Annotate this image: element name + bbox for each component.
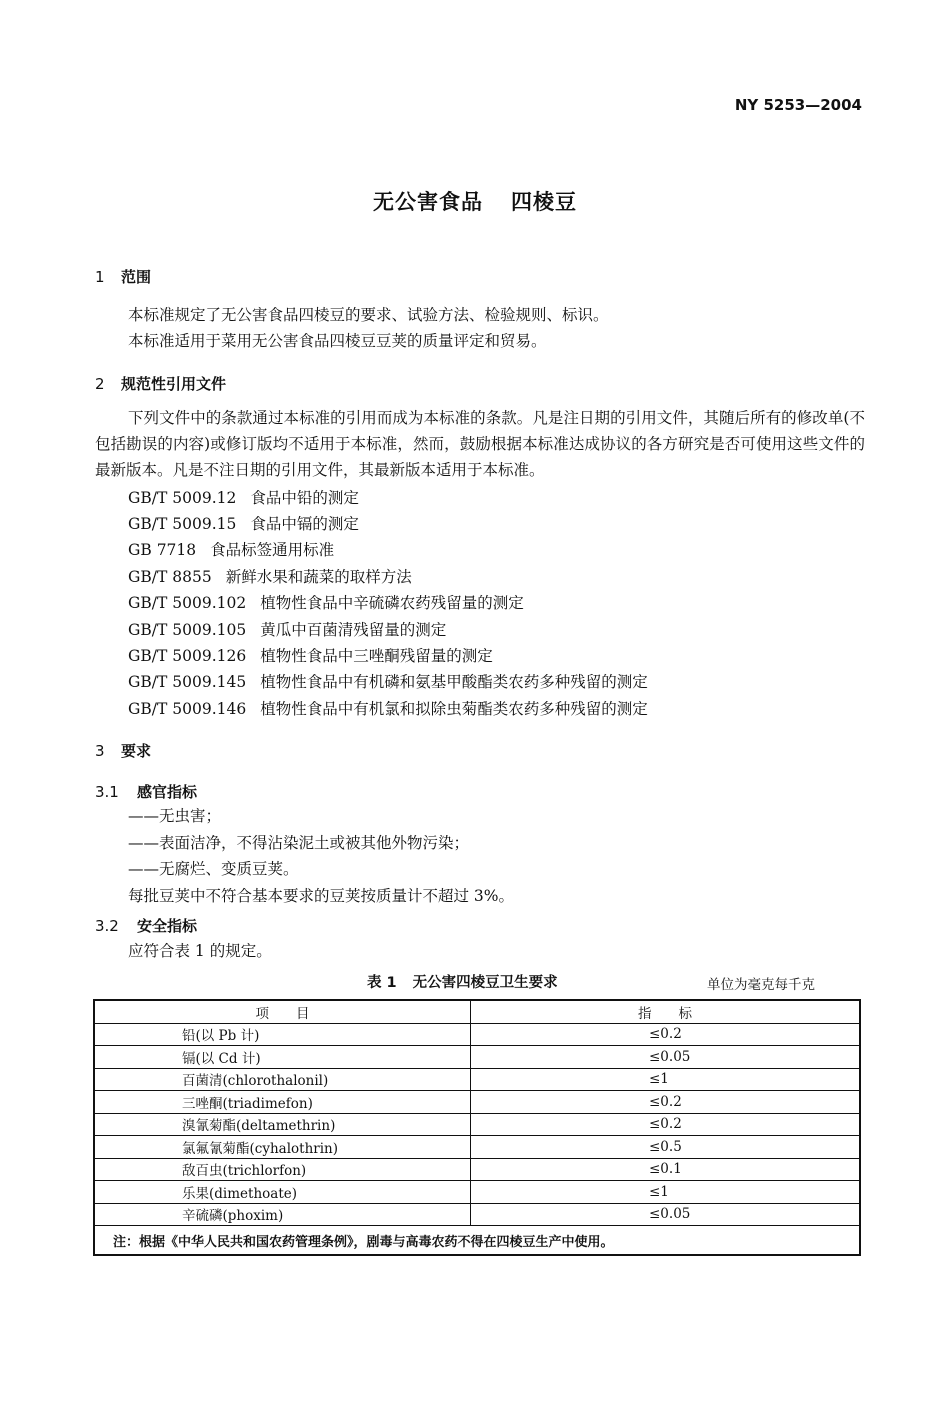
table-caption xyxy=(367,971,558,992)
value-cell: ≤1 xyxy=(471,1068,861,1091)
section-number: 3.1 xyxy=(95,783,119,801)
table-header-row xyxy=(94,1000,860,1023)
reference-name: 植物性食品中三唑酮残留量的测定 xyxy=(260,647,493,665)
column-header-value: 指 标 xyxy=(471,1000,861,1023)
table-row xyxy=(94,1203,860,1226)
reference-name: 食品中铅的测定 xyxy=(250,489,359,507)
reference-name: 黄瓜中百菌清残留量的测定 xyxy=(260,621,447,639)
reference-item xyxy=(128,669,648,695)
reference-code: GB/T 5009.15 xyxy=(128,515,237,533)
section-title: 感官指标 xyxy=(137,783,198,801)
item-cell: 辛硫磷(phoxim) xyxy=(94,1203,471,1226)
table-row xyxy=(94,1068,860,1091)
section-1-heading xyxy=(95,266,151,287)
title-part-2: 四棱豆 xyxy=(511,190,577,214)
reference-item xyxy=(128,696,648,722)
section-title: 安全指标 xyxy=(137,917,198,935)
reference-code: GB/T 5009.146 xyxy=(128,700,247,718)
table-title: 无公害四棱豆卫生要求 xyxy=(412,975,558,991)
item-cell: 铅(以 Pb 计) xyxy=(94,1023,471,1046)
value-cell: ≤0.2 xyxy=(471,1113,861,1136)
section-2-intro: 下列文件中的条款通过本标准的引用而成为本标准的条款。凡是注日期的引用文件，其随后所有的修改单(不包括勘误的内容)或修订版均不适用于本标准，然而，鼓励根据本标准达成协议的各方研究是否可使用这些文件的最新版本。凡是不注日期的引用文件，其最新版本适用于本标准。 xyxy=(95,409,865,479)
table-1 xyxy=(93,999,861,1256)
table-note: 注：根据《中华人民共和国农药管理条例》，剧毒与高毒农药不得在四棱豆生产中使用。 xyxy=(94,1226,860,1256)
item-cell: 氯氟氰菊酯(cyhalothrin) xyxy=(94,1136,471,1159)
reference-item xyxy=(128,617,446,643)
value-cell: ≤0.1 xyxy=(471,1158,861,1181)
section-title: 规范性引用文件 xyxy=(121,375,227,393)
reference-code: GB/T 5009.145 xyxy=(128,673,247,691)
value-cell: ≤0.05 xyxy=(471,1203,861,1226)
reference-item xyxy=(128,537,334,563)
reference-item xyxy=(128,485,359,511)
table-row xyxy=(94,1046,860,1069)
section-1-line-2: 本标准适用于菜用无公害食品四棱豆豆荚的质量评定和贸易。 xyxy=(128,332,547,350)
reference-item xyxy=(128,564,412,590)
reference-code: GB/T 5009.102 xyxy=(128,594,247,612)
table-row xyxy=(94,1181,860,1204)
value-cell: ≤0.2 xyxy=(471,1023,861,1046)
sensory-item: ——无腐烂、变质豆荚。 xyxy=(128,860,299,878)
section-number: 2 xyxy=(95,375,105,393)
value-cell: ≤1 xyxy=(471,1181,861,1204)
section-3-2-heading xyxy=(95,915,197,936)
reference-code: GB/T 5009.105 xyxy=(128,621,247,639)
section-title: 范围 xyxy=(121,268,152,286)
item-cell: 乐果(dimethoate) xyxy=(94,1181,471,1204)
reference-code: GB/T 5009.126 xyxy=(128,647,247,665)
table-unit: 单位为毫克每千克 xyxy=(707,977,815,993)
column-header-item: 项 目 xyxy=(94,1000,471,1023)
document-title xyxy=(0,186,950,216)
item-cell: 溴氰菊酯(deltamethrin) xyxy=(94,1113,471,1136)
value-cell: ≤0.5 xyxy=(471,1136,861,1159)
section-1-line-1: 本标准规定了无公害食品四棱豆的要求、试验方法、检验规则、标识。 xyxy=(128,306,609,324)
section-title: 要求 xyxy=(121,742,152,760)
reference-name: 食品中镉的测定 xyxy=(250,515,359,533)
section-3-1-heading xyxy=(95,781,197,802)
table-row xyxy=(94,1023,860,1046)
section-number: 3.2 xyxy=(95,917,119,935)
table-row xyxy=(94,1158,860,1181)
reference-item xyxy=(128,643,493,669)
reference-name: 植物性食品中有机磷和氨基甲酸酯类农药多种残留的测定 xyxy=(260,673,648,691)
value-cell: ≤0.2 xyxy=(471,1091,861,1114)
reference-item xyxy=(128,590,524,616)
item-cell: 敌百虫(trichlorfon) xyxy=(94,1158,471,1181)
standard-code: NY 5253—2004 xyxy=(734,96,862,114)
table-label: 表 1 xyxy=(367,975,397,991)
sensory-item: ——表面洁净，不得沾染泥土或被其他外物污染； xyxy=(128,834,470,852)
section-3-heading xyxy=(95,740,151,761)
item-cell: 三唑酮(triadimefon) xyxy=(94,1091,471,1114)
title-part-1: 无公害食品 xyxy=(373,190,483,214)
reference-name: 新鲜水果和蔬菜的取样方法 xyxy=(225,568,412,586)
reference-code: GB/T 5009.12 xyxy=(128,489,237,507)
item-cell: 镉(以 Cd 计) xyxy=(94,1046,471,1069)
sensory-requirement: 每批豆荚中不符合基本要求的豆荚按质量计不超过 3%。 xyxy=(128,887,515,905)
section-number: 3 xyxy=(95,742,105,760)
sensory-item: ——无虫害； xyxy=(128,807,222,825)
reference-item xyxy=(128,511,359,537)
table-row xyxy=(94,1091,860,1114)
table-row xyxy=(94,1136,860,1159)
reference-code: GB 7718 xyxy=(128,541,197,559)
value-cell: ≤0.05 xyxy=(471,1046,861,1069)
section-2-heading xyxy=(95,373,226,394)
table-row xyxy=(94,1113,860,1136)
reference-name: 食品标签通用标准 xyxy=(210,541,335,559)
safety-requirement: 应符合表 1 的规定。 xyxy=(128,942,272,960)
reference-code: GB/T 8855 xyxy=(128,568,212,586)
reference-name: 植物性食品中辛硫磷农药残留量的测定 xyxy=(260,594,524,612)
reference-name: 植物性食品中有机氯和拟除虫菊酯类农药多种残留的测定 xyxy=(260,700,648,718)
table-note-row xyxy=(94,1226,860,1256)
item-cell: 百菌清(chlorothalonil) xyxy=(94,1068,471,1091)
section-number: 1 xyxy=(95,268,105,286)
